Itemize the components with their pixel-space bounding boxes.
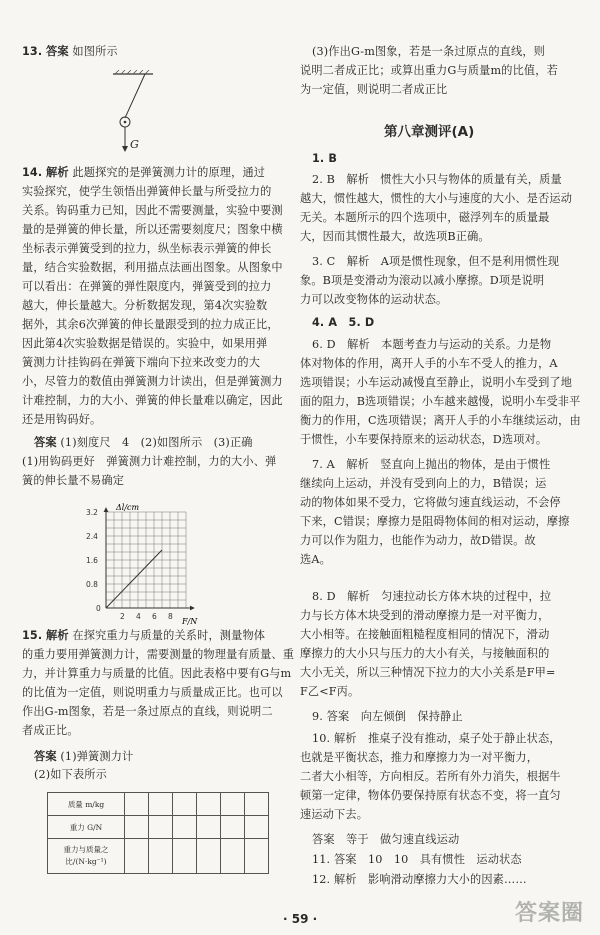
q14-line: 因此第4次实验数据是错误的。实验中，如果用弹 (22, 337, 268, 350)
q14-line: 小，尽管力的数值由弹簧测力计读出，但是弹簧测力 (22, 375, 283, 388)
q14-answer-1: (1)用钩码更好 弹簧测力计难控制，力的大小、弹 (22, 455, 277, 468)
q14-answer-2: 簧的伸长量不易确定 (22, 474, 125, 487)
page-number: · 59 · (283, 912, 318, 926)
q15-answer-1: (2)如下表所示 (34, 768, 107, 781)
chapter-title: 第八章测评(A) (384, 124, 475, 140)
item-8-line: 8. D 解析 匀速拉动长方体木块的过程中，拉 (312, 590, 552, 603)
q14-line: 量的是弹簧的伸长量，所以还需要刻度尺；图象中横 (22, 223, 283, 236)
item-7-line: 继续向上运动，并没有受到向上的力，B错误；运 (300, 477, 547, 490)
item-6-line: 衡力的作用，C选项错误；离开人手的小车继续运动，由 (300, 414, 581, 427)
q14-line: 实验探究，使学生领悟出弹簧伸长量与所受拉力的 (22, 185, 272, 198)
item-7-line: 下来，C错误；摩擦力是阻碍物体间的相对运动，摩擦 (300, 515, 570, 528)
y-tick-label: 2.4 (86, 532, 98, 541)
q15-line: 的比值为一定值，则说明重力与质量成正比。也可以 (22, 686, 283, 699)
q14-line: 坐标表示弹簧受到的拉力，纵坐标表示弹簧的伸长 (22, 242, 272, 255)
y-axis-label: Δl/cm (116, 503, 140, 512)
item-4-5: 4. A 5. D (312, 316, 375, 329)
item-8-line: 力与长方体木块受到的滑动摩擦力是一对平衡力， (300, 609, 550, 622)
item-10-answer: 答案 等于 做匀速直线运动 (312, 833, 460, 846)
item-6-line: 选项错误；小车运动减慢直至静止，说明小车受到了地 (300, 376, 573, 389)
item-8-line: 摩擦力的大小只与压力的大小有关，与接触面积的 (300, 647, 550, 660)
y-tick-label: 0 (96, 604, 101, 613)
item-7-line: 7. A 解析 竖直向上抛出的物体，是由于惯性 (312, 458, 551, 471)
x-tick-label: 6 (152, 612, 157, 621)
item-2-line: 越大，惯性越大，惯性的大小与速度的大小、是否运动 (300, 192, 573, 205)
x-tick-label: 2 (120, 612, 125, 621)
item-10-line: 10. 解析 推桌子没有推动，桌子处于静止状态， (312, 732, 561, 745)
force-label: G (130, 138, 140, 151)
x-tick-label: 8 (168, 612, 173, 621)
q14-line: 簧测力计挂钩码在弹簧下端向下拉来改变力的大 (22, 356, 261, 369)
intro-line: (3)作出G-m图象，若是一条过原点的直线，则 (312, 45, 546, 58)
q14-line: 关系。钩码重力已知，因此不需要测量，实验中要测 (22, 204, 283, 217)
item-6-line: 体对物体的作用，离开人手的小车不受人的推力，A (300, 357, 558, 370)
q14-line: 计难控制，力的大小、弹簧的伸长量难以确定，因此 (22, 394, 283, 407)
q14-line: 越大，伸长量越大。分析数据发现，第4次实验数 (22, 299, 268, 312)
table-row: 重力 G/N (48, 816, 269, 839)
item-11: 11. 答案 10 10 具有惯性 运动状态 (312, 853, 522, 866)
item-2-line: 大，因而其惯性最大，故选项B正确。 (300, 230, 490, 243)
item-2-line: 无关。本题所示的四个选项中，磁浮列车的质量最 (300, 211, 550, 224)
q14-line: 量，结合实验数据，利用描点法画出图象。从图象中 (22, 261, 283, 274)
q15-line: 作出G-m图象，若是一条过原点的直线，则说明二 (22, 705, 273, 718)
table-row: 质量 m/kg (48, 793, 269, 816)
item-1: 1. B (312, 152, 338, 165)
mass-weight-table (47, 792, 269, 874)
item-6-line: 6. D 解析 本题考查力与运动的关系。力是物 (312, 338, 552, 351)
y-tick-label: 0.8 (86, 580, 98, 589)
q14-line: 还是用钩码好。 (22, 413, 102, 426)
q14-line: 据外，其余6次弹簧的伸长量跟受到的拉力成正比， (22, 318, 279, 331)
x-axis-label: F/N (182, 617, 198, 626)
q15-line: 者成正比。 (22, 724, 79, 737)
item-9: 9. 答案 向左倾倒 保持静止 (312, 710, 463, 723)
intro-line: 为一定值，则说明二者成正比 (300, 83, 448, 96)
watermark-logo: 答案圈 (515, 901, 585, 926)
item-3-line: 3. C 解析 A项是惯性现象，但不是利用惯性现 (312, 255, 560, 268)
intro-line: 说明二者成正比；或算出重力G与质量m的比值，若 (300, 64, 558, 77)
item-3-line: 象。B项是变滑动为滚动以减小摩擦。D项是说明 (300, 274, 545, 287)
y-tick-label: 1.6 (86, 556, 98, 565)
q14-answer-0: 答案 (1)刻度尺 4 (2)如图所示 (3)正确 (34, 436, 253, 449)
spring-chart (82, 500, 202, 630)
item-8-line: 大小相等。在接触面粗糙程度相同的情况下，滑动 (300, 628, 550, 641)
item-10-line: 也就是平衡状态，推力和摩擦力为一对平衡力， (300, 751, 539, 764)
item-8-line: F乙<F丙。 (300, 685, 360, 698)
q15-line: 的重力要用弹簧测力计，需要测量的物理量有质量、重 (22, 648, 295, 661)
q15-line-0: 15. 解析 在探究重力与质量的关系时，测量物体 (22, 629, 266, 642)
q13-line: 13. 答案 如图所示 (22, 45, 118, 58)
q14-line: 可以看出：在弹簧的弹性限度内，弹簧受到的拉力 (22, 280, 272, 293)
y-tick-label: 3.2 (86, 508, 98, 517)
item-3-line: 力可以改变物体的运动状态。 (300, 293, 448, 306)
item-2-line: 2. B 解析 惯性大小只与物体的质量有关，质量 (312, 173, 562, 186)
item-7-line: 动的物体如果不受力，它将做匀速直线运动，不会停 (300, 496, 561, 509)
item-10-line: 顿第一定律，物体仍要保持原有状态不变，将一直匀 (300, 789, 561, 802)
q15-answer-0: 答案 (1)弹簧测力计 (34, 750, 134, 763)
item-12: 12. 解析 影响滑动摩擦力大小的因素…… (312, 873, 527, 886)
item-10-line: 二者大小相等，方向相反。若所有外力消失，根据牛 (300, 770, 561, 783)
item-7-line: 力可以作为阻力，也能作为动力，故D错误。故 (300, 534, 536, 547)
item-7-line: 选A。 (300, 553, 331, 566)
item-8-line: 大小无关，所以三种情况下拉力的大小关系是F甲= (300, 666, 556, 679)
table-row: 重力与质量之 比/(N·kg⁻¹) (48, 839, 269, 874)
q14-line-0: 14. 解析 此题探究的是弹簧测力计的原理，通过 (22, 166, 266, 179)
item-6-line: 于惯性，小车要保持原来的运动状态，D选项对。 (300, 433, 548, 446)
item-6-line: 面的阻力，B选项错误；小车越来越慢，说明小车受非平 (300, 395, 581, 408)
fit-line (106, 550, 162, 608)
x-tick-label: 4 (136, 612, 141, 621)
item-10-line: 速运动下去。 (300, 808, 369, 821)
q15-line: 力，并计算重力与质量的比值。因此表格中要有G与m (22, 667, 292, 680)
